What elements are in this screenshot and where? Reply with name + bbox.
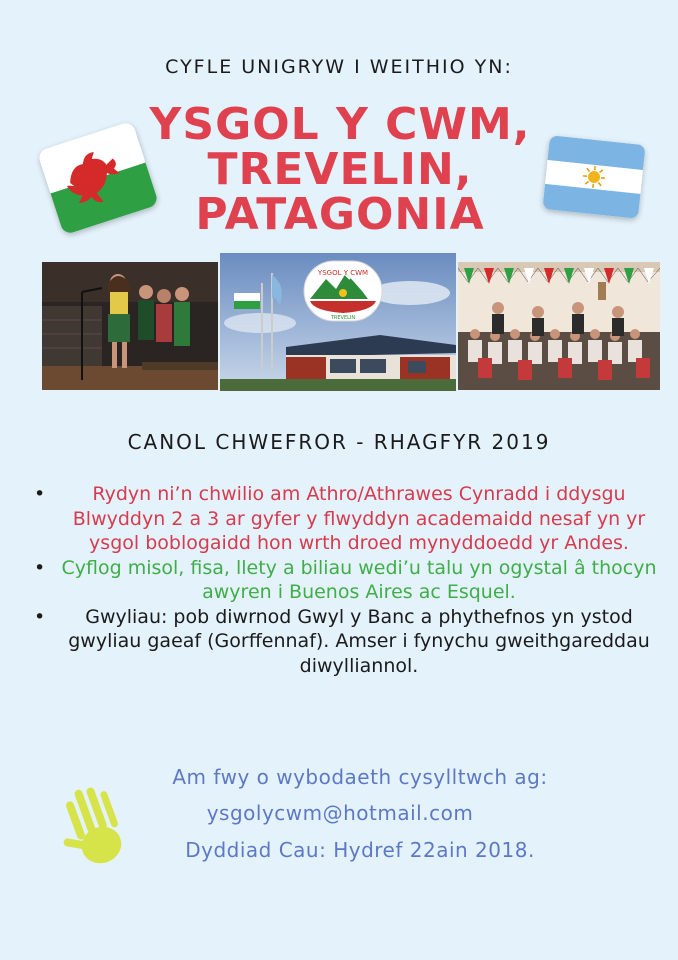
title-line-3: PATAGONIA [195,189,485,240]
contact-intro: Am fwy o wybodaeth cysylltwch ag: [172,765,548,789]
title-line-2: TREVELIN, [207,144,473,195]
bullet-icon: • [34,605,46,628]
logo-bottom-text: TREVELIN [330,315,356,321]
school-building-photo [220,253,456,391]
handprint-icon [50,780,142,880]
classroom-photo [458,262,660,390]
logo-top-text: YSGOL Y CWM [317,269,369,277]
bullet-icon: • [34,556,46,579]
list-item: • Rydyn ni’n chwilio am Athro/Athrawes Cynradd i ddysgu Blwyddyn 2 a 3 ar gyfer y flwyddyn academaidd nesaf yn yr ysgol boblogaidd hon wrth droed mynyddoedd yr Andes. [34,483,646,554]
closing-date: Dyddiad Cau: Hydref 22ain 2018. [185,838,535,862]
dates-heading: CANOL CHWEFROR - RHAGFYR 2019 [127,430,551,454]
contact-email-link[interactable]: ysgolycwm@hotmail.com [206,801,474,825]
bullet-icon: • [34,483,46,505]
intro-heading: CYFLE UNIGRYW I WEITHIO YN: [165,56,513,78]
school-logo-icon [304,261,382,321]
list-item: • Gwyliau: pob diwrnod Gwyl y Banc a phythefnos yn ystod gwyliau gaeaf (Gorffennaf). Amser i fynychu gweithgareddau diwylliannol. [34,605,650,677]
argentina-flag-icon [542,135,645,219]
list-item: • Cyflog misol, fisa, llety a biliau wedi’u talu yn ogystal â thocyn awyren i Buenos Aires ac Esquel. [34,556,657,603]
page-title [140,99,540,240]
title-line-1: YSGOL Y CWM, [149,99,531,150]
details-list [30,482,658,678]
stage-photo [42,262,218,390]
